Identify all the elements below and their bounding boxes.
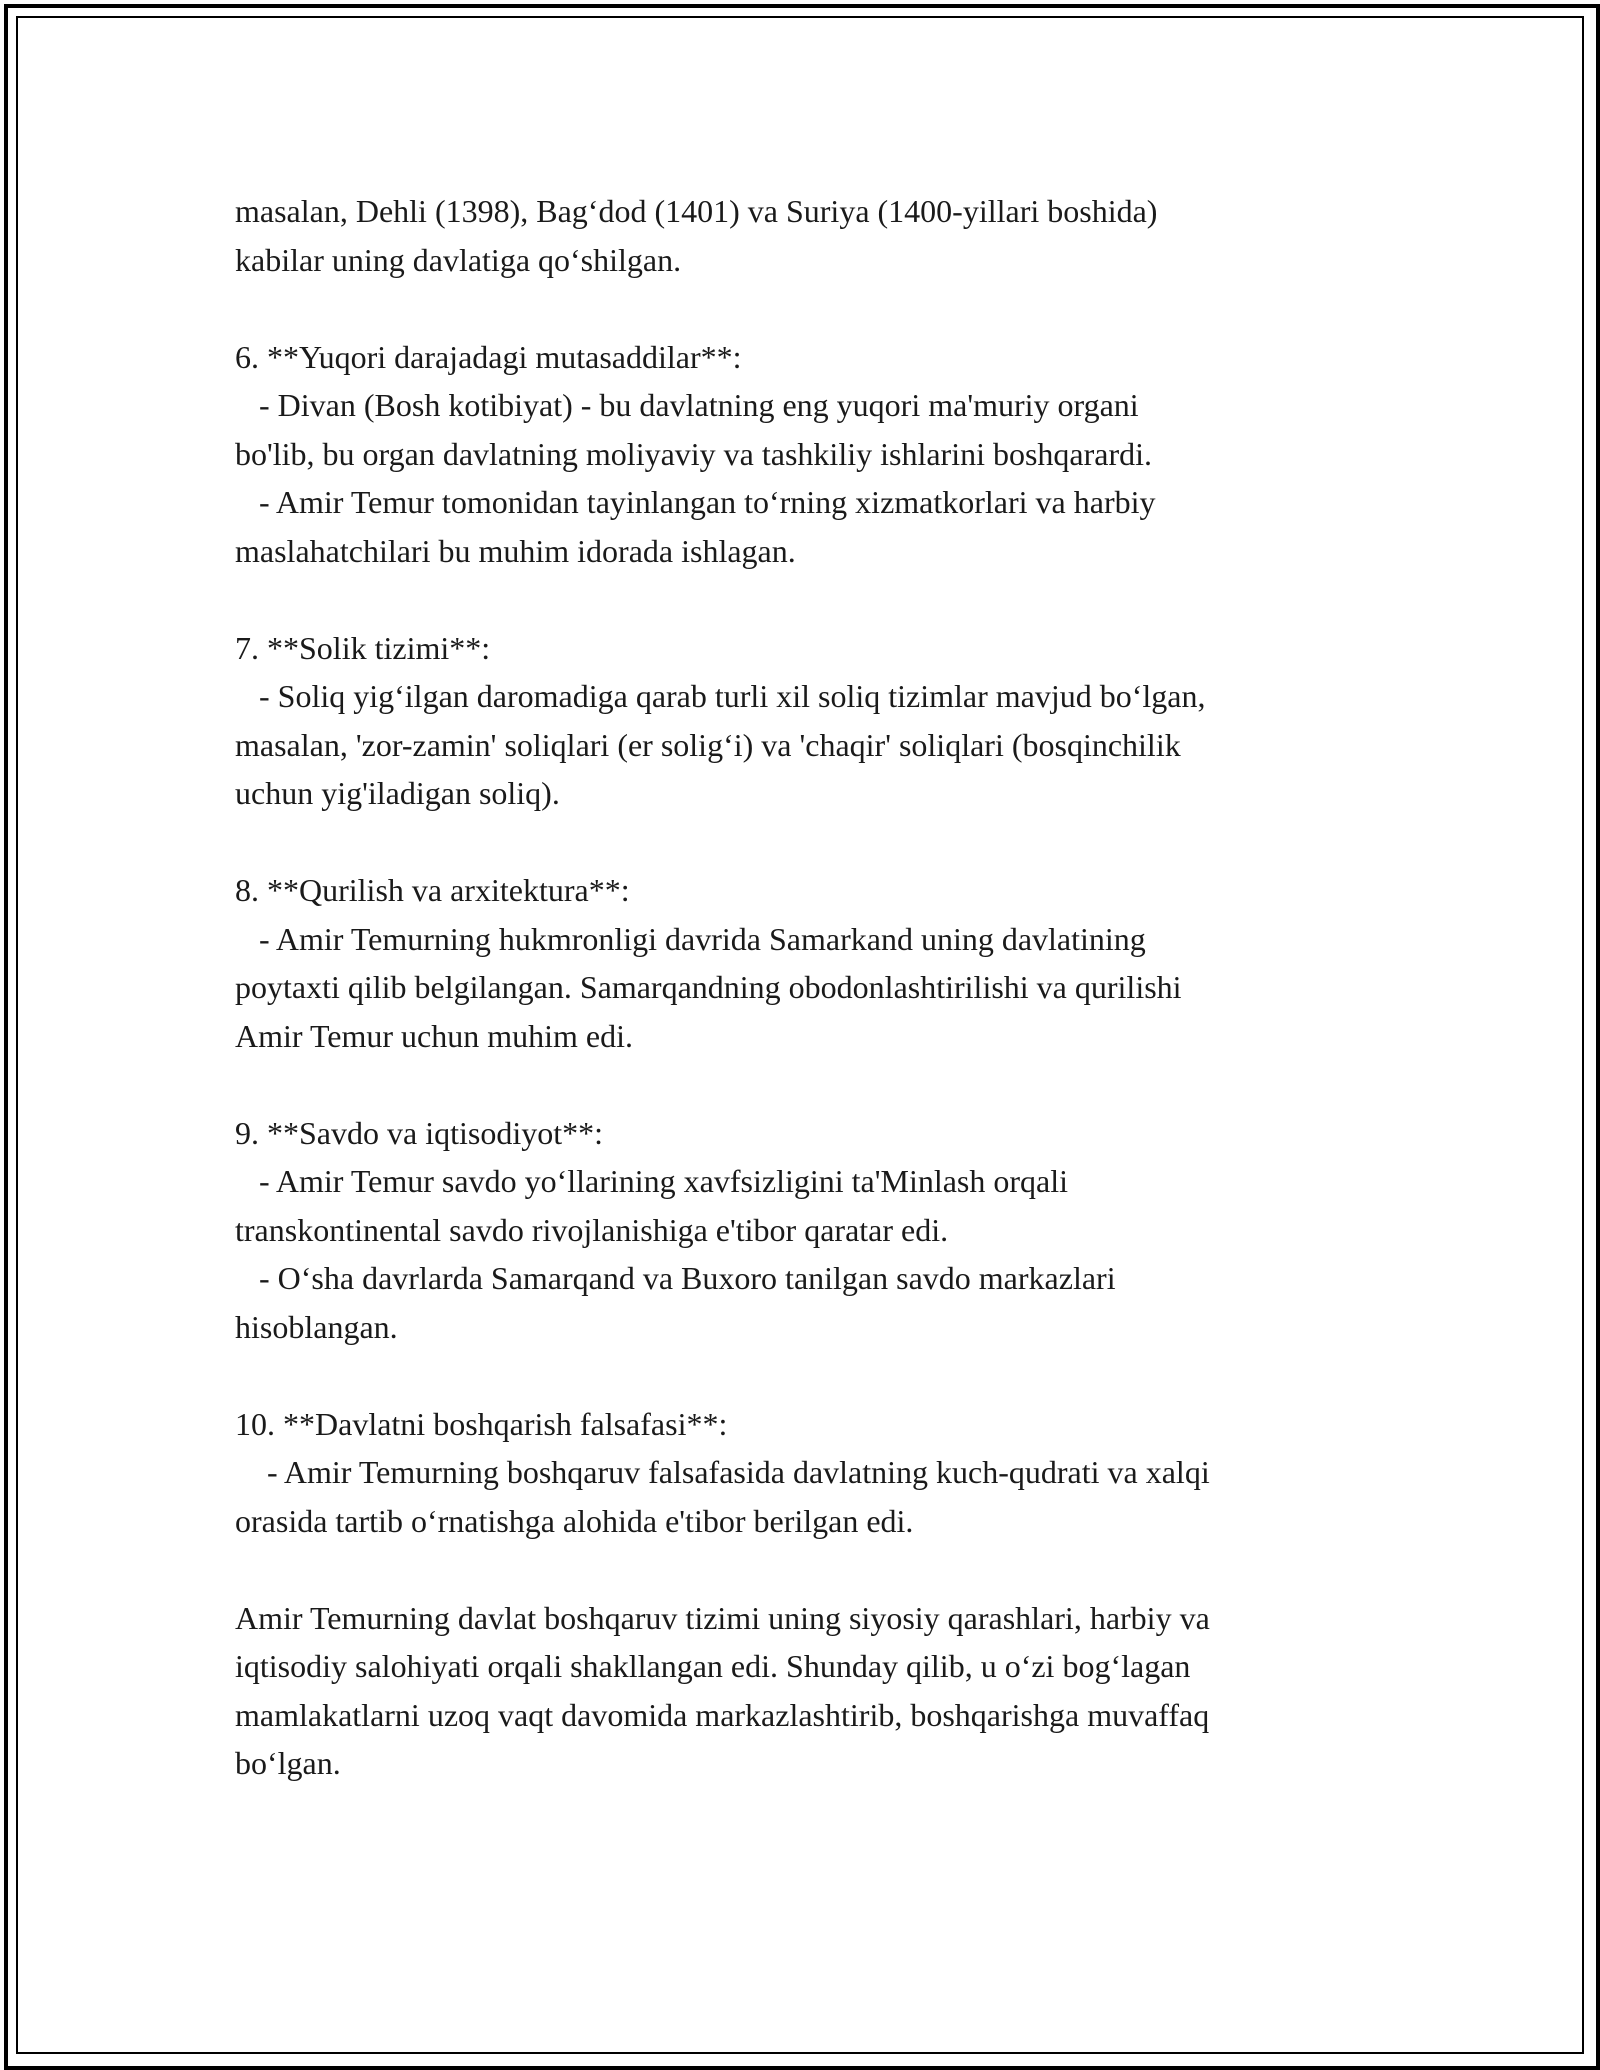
text-line: hisoblangan. [235,1308,398,1345]
text-line: - Amir Temurning boshqaruv falsafasida davlatning kuch-qudrati va xalqi [235,1454,1210,1490]
blank-line [235,1060,1375,1109]
document-body [235,187,1375,1788]
section-heading: 10. **Davlatni boshqarish falsafasi**: [235,1405,728,1442]
section-heading: 6. **Yuqori darajadagi mutasaddilar**: [235,338,742,375]
blank-line [235,818,1375,867]
conclusion-line: bo‘lgan. [235,1745,341,1781]
blank-line [235,284,1375,333]
section-heading: 8. **Qurilish va arxitektura**: [235,872,630,908]
text-line: masalan, Dehli (1398), Bag‘dod (1401) va Suriya (1400-yillari boshida) [235,193,1158,229]
text-line: orasida tartib o‘rnatishga alohida e'tibor berilgan edi. [235,1502,914,1539]
text-line: - Divan (Bosh kotibiyat) - bu davlatning eng yuqori ma'muriy organi [235,387,1139,423]
section-heading: 7. **Solik tizimi**: [235,629,491,666]
conclusion-line: Amir Temurning davlat boshqaruv tizimi uning siyosiy qarashlari, harbiy va [235,1599,1210,1636]
text-line: transkontinental savdo rivojlanishiga e'tibor qaratar edi. [235,1211,949,1248]
section-heading: 9. **Savdo va iqtisodiyot**: [235,1114,603,1151]
text-line: Amir Temur uchun muhim edi. [235,1017,633,1054]
conclusion-line: mamlakatlarni uzoq vaqt davomida markazlashtirib, boshqarishga muvaffaq [235,1696,1210,1733]
text-line: poytaxti qilib belgilangan. Samarqandning obodonlashtirilishi va qurilishi [235,969,1182,1005]
text-line: maslahatchilari bu muhim idorada ishlagan. [235,532,796,569]
text-line: uchun yig'iladigan soliq). [235,775,560,811]
blank-line [235,575,1375,624]
text-line: - Amir Temur savdo yo‘llarining xavfsizligini ta'Minlash orqali [235,1163,1069,1199]
text-line: kabilar uning davlatiga qo‘shilgan. [235,241,682,278]
text-line: bo'lib, bu organ davlatning moliyaviy va tashkiliy ishlarini boshqarardi. [235,435,1153,472]
blank-line [235,1545,1375,1594]
blank-line [235,1351,1375,1400]
text-line: - Soliq yig‘ilgan daromadiga qarab turli xil soliq tizimlar mavjud bo‘lgan, [235,678,1206,714]
text-line: - Amir Temurning hukmronligi davrida Samarkand uning davlatining [235,920,1146,957]
text-line: - Amir Temur tomonidan tayinlangan to‘rning xizmatkorlari va harbiy [235,484,1156,520]
text-line: - O‘sha davrlarda Samarqand va Buxoro tanilgan savdo markazlari [235,1260,1116,1296]
text-line: masalan, 'zor-zamin' soliqlari (er solig‘i) va 'chaqir' soliqlari (bosqinchilik [235,726,1181,763]
conclusion-line: iqtisodiy salohiyati orqali shakllangan edi. Shunday qilib, u o‘zi bog‘lagan [235,1648,1191,1684]
